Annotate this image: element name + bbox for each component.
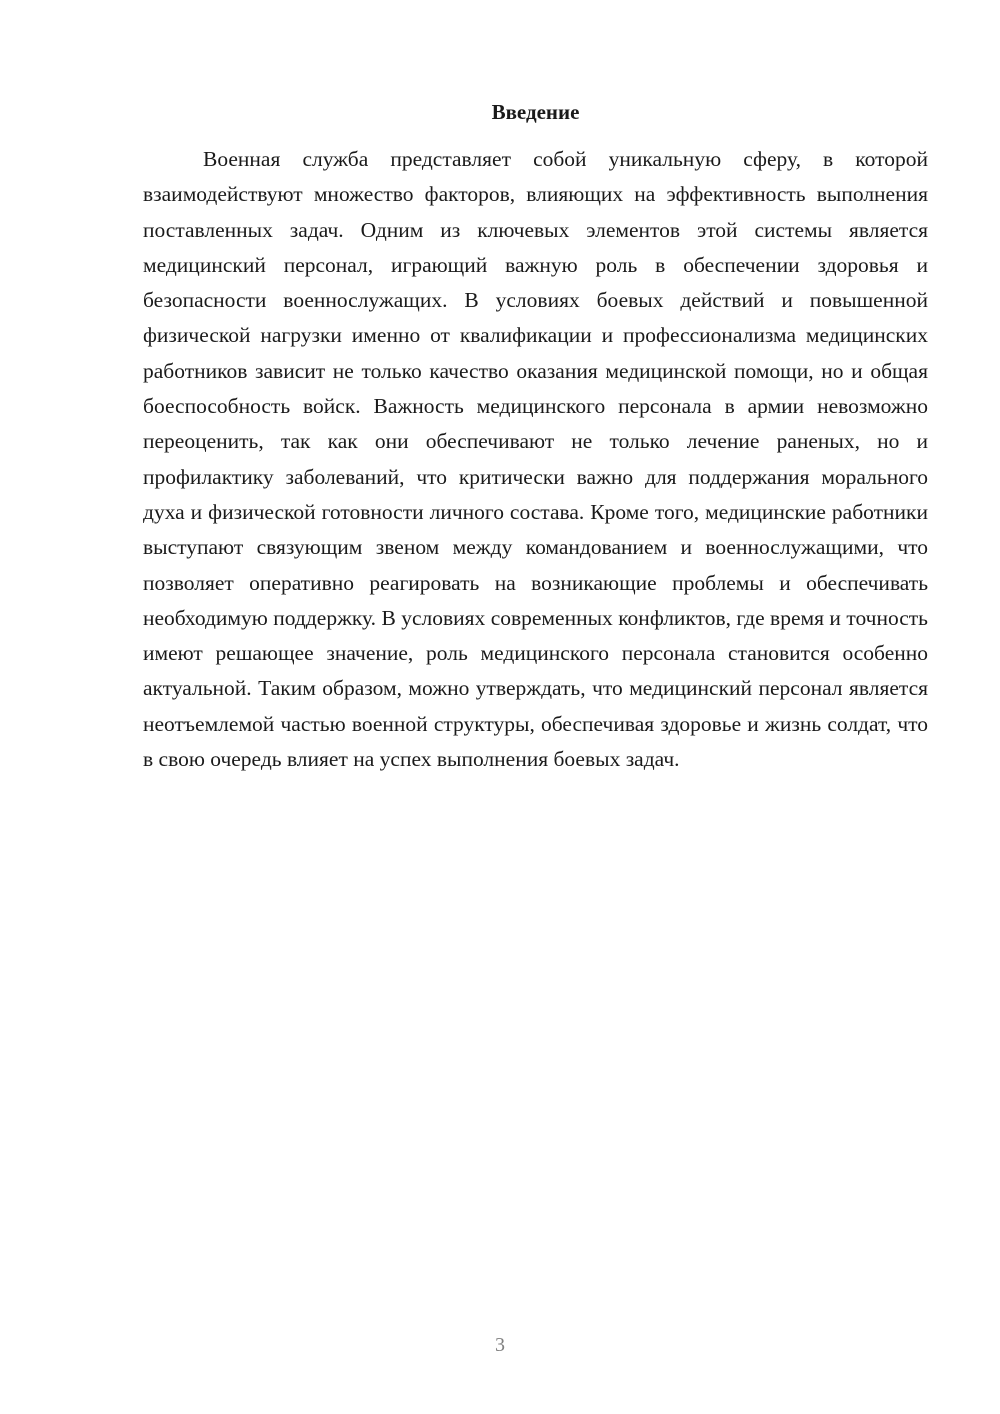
page-number: 3 (495, 1334, 505, 1356)
page-title: Введение (491, 100, 580, 124)
body-paragraph: Военная служба представляет собой уникальную сферу, в которой взаимодействуют множество факторов, влияющих на эффективность выполнения поставленных задач. Одним из ключевых элементов этой системы является медицинский персонал, играющий важную роль в обеспечении здоровья и безопасности военнослужащих. В условиях боевых действий и повышенной физической нагрузки именно от квалификации и профессионализма медицинских работников зависит не только качество оказания медицинской помощи, но и общая боеспособность войск. Важность медицинского персонала в армии невозможно переоценить, так как они обеспечивают не только лечение раненых, но и профилактику заболеваний, что критически важно для поддержания морального духа и физической готовности личного состава. Кроме того, медицинские работники выступают связующим звеном между командованием и военнослужащими, что позволяет оперативно реагировать на возникающие проблемы и обеспечивать необходимую поддержку. В условиях современных конфликтов, где время и точность имеют решающее значение, роль медицинского персонала становится особенно актуальной. Таким образом, можно утверждать, что медицинский персонал является неотъемлемой частью военной структуры, обеспечивая здоровье и жизнь солдат, что в свою очередь влияет на успех выполнения боевых задач. (143, 147, 928, 772)
